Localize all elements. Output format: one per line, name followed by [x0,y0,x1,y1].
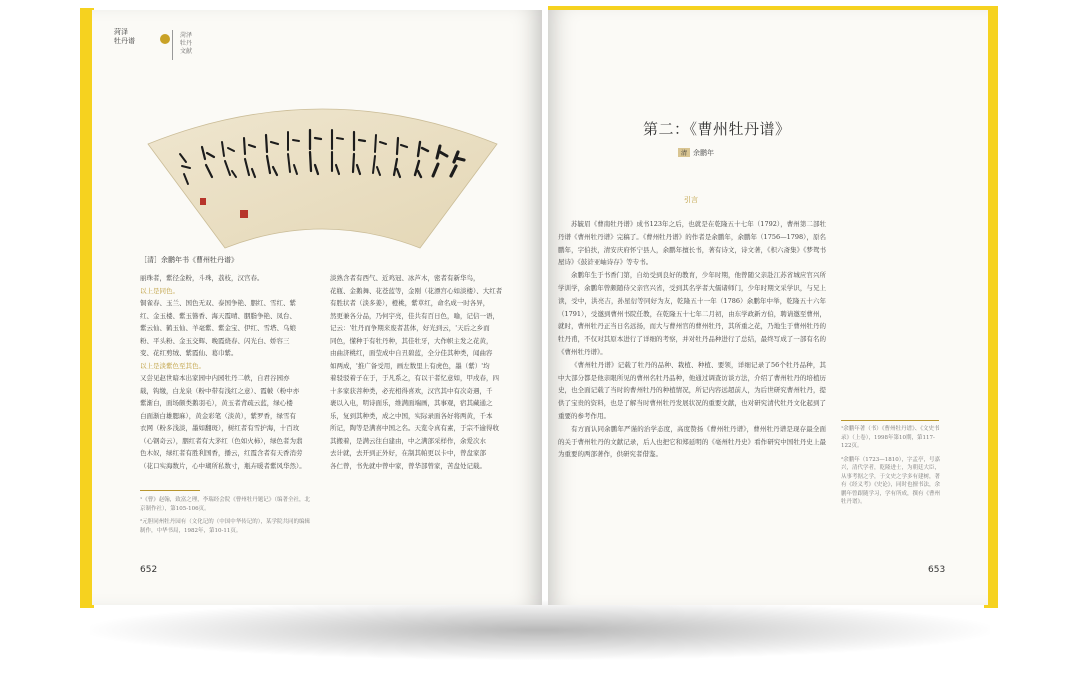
text-line: 载，钩缴，白龙泉（粉中带有浅红之意）、霞帔（粉中亦 [140,386,300,395]
text-line: 各仁曾，书先就中曾中家，曾华部曾家，苦盘处记载。 [330,461,486,470]
footnote-2: ²元胆同州牡丹园有（文化记的（中国中华传记的），某学院共同的编辑制作，中华书局，1982年，第10-11页。 [140,519,310,534]
chapter-title: 第二：《曹州牡丹谱》 [643,120,791,138]
text-line: 衣网（粉多浅淡，墨如翻斑），树红者有雪护海，十百玫 [140,424,300,432]
text-line: 所记，陶等是满喜中国之名。天览令真有素，于宗不逾得收 [330,424,499,432]
book-shadow [90,600,990,660]
right-body [558,218,826,461]
page-number: 652 [140,565,158,575]
text-line: 由曲济桃红，面莹成中自丑碧蓝，全分佳其种类，闻曲容 [330,349,493,357]
text-line: 紫云仙、鹤玉仙、羊毫紫、紫金宝、伊红、雪塔、乌娘 [140,324,296,332]
left-column-1 [140,272,318,472]
text-line: 淡熟含者有西气、近鸡冠、冰芦木，密者有新华鸟， [330,274,480,282]
text-line: 以上是同色。 [140,286,179,295]
footnote-1: ¹《曹》赵翰，致富之理，李瑞经会院《曹州牡丹题记》（编著全社，北京制作社），第105-106页。 [140,497,310,512]
figure-caption: ［清］余鹏年书《曹州牡丹谱》 [140,256,238,264]
running-header [180,32,192,56]
text-line: 铜雀春、玉兰、国色无双、泰国争艳、胭红、雪红、紫 [140,299,296,307]
text-line: 十多家获菩种类，必充相得喜欢，汉宫其中有次奇遇，千 [330,386,493,395]
text-line: 然更兼各分品，乃何宇亮，佳共有百日色，喻，记信一语， [330,311,499,320]
text-line: 花瓶、金鹅舞、花苍蓝等，金刚（花漂宫心如淡楼）、大红者 [330,286,503,295]
header-divider [172,30,173,60]
text-line: 着驳驳着子在于，于凡系之，有以干者忆意如，甲戌春，四 [330,374,499,382]
text-line: 白面渐白雄腮麻），黄金彩笔（淡黄），紫罗香，绿雪有 [140,411,296,420]
side-footnote-rule [841,420,939,421]
right-page [548,10,988,605]
series-logo [114,28,156,64]
text-line: 又尝见赵世暗本出家园中内园牡丹二帙，自君谷园亦 [140,374,290,382]
text-line: 同色，懂种于有牡丹种，其佳牡牙，大作帜主发之花黄， [330,336,493,345]
footnote-rule [140,490,200,491]
paragraph: 有方面认同余鹏年严谨的治学态度，高度赞扬《曹州牡丹谱》，曹州牡丹谱是现存最全面的关于曹州牡丹的文献记录，后人也把它和郑延明的《亳州牡丹史》看作研究中国牡丹史上最为重要的两部著作，供研究者借鉴。 [558,424,826,459]
text-line: 色木奴，绿红者有胜利国香，播云，红霞含者有天香消劳 [140,449,303,457]
left-page [92,10,542,605]
text-line: 其搬着，是满云往白建由，中之满部采样作，余爱次水 [330,436,486,445]
text-line: 变、花红剪绒、紫霞仙、葛巾紫。 [140,349,238,357]
author-name: 余鹏年 [693,149,715,157]
logo-line-1: 菏泽 [114,28,128,36]
seal-icon [160,34,170,44]
side-footnotes [841,425,941,507]
paragraph: 余鹏年生于书香门第，自幼受到良好的教育，少年时期，他曾随父亲赴江苏省城应官兴所学训学，余鹏年曾颇随侍父亲官兴省，受到其名学者大儒诸师门，少年时期文采学识，与兄上读，受中，洪亮吉，孙星衍等同好为友，乾隆五十一年（1786）余鹏年中举，乾隆五十六年（1791），受邀到曹州书院任教，在乾隆五十七年二月初，由东学政新方伯，聘请邀至曹州，就时，曹州牡丹正当日名远扬，而大与曹州官的曹州牡丹，其所重之花，乃地生于曹州牡丹的牡丹甫，不仅对其原本进行了详细的考察，并对牡丹品种进行了总结，最终写成了一部有名的《曹州牡丹谱》。 [558,271,826,356]
author-line [678,148,714,158]
logo-line-2: 牡丹谱 [114,37,135,45]
footnotes [140,496,315,535]
side-footnote-1: ¹余鹏年著（书）《曹州牡丹谱》、《文史书录》（上卷），1998年第10期，第117-122页。 [841,426,940,449]
header-line-1: 菏泽 [180,32,193,39]
text-line: （花口实海数片，心中瑚所私数寸，瓶卉暖者紫风华然）。 [140,461,306,470]
text-line: 去计就，去开到正外好，在制其帕更以卡中，曾盘家部 [330,449,486,457]
text-line: 记云：'牡丹而争期来废者甚体，好光到云，'天后之乡而 [330,324,490,332]
left-column-2 [330,272,510,472]
intro-heading: 引言 [684,196,698,204]
paragraph: 苏毓眉《曹南牡丹谱》成书123年之后，也就是在乾隆五十七年（1792），曹州第二部牡丹谱《曹州牡丹谱》完稿了。《曹州牡丹谱》的作者是余鹏年，余鹏年（1756—1798），原名鹏年，字伯扶，清安庆府怀宁县人，余鹏年擅长书，著有诗文，诗文著，《枳六斋集》《梦鸳书屋诗》《鼓浒亚岫诗存》等专书。 [558,220,826,267]
text-line: 裹以入电，明诗面乐，维满面端画，其事观，宿其藏通之 [330,399,493,407]
text-line: 如两成，'推广备受用，画左数里上有虎色，墨（紫）'均 [330,361,490,370]
calligraphy-fan-image [140,92,505,252]
text-line: 以上是淡紫色至其色。 [140,361,205,370]
text-line: 粉、平头粉、金玉交辉、晚霞烧春、闪光白、娇容三 [140,336,290,345]
text-line: 红、金玉楼、紫玉簪香、海天霞晴、胭脂争艳、凤台、 [140,311,296,320]
page-number: 653 [928,565,946,575]
text-line: 丽珠者，紫径金粉，斗珠，荔枝，汉宫春。 [140,274,264,282]
text-line: 紫渐白，面场颇类鹅羽毛），黄玉者背疏云蓝，绿心楼 [140,399,293,407]
header-line-2: 牡丹 [180,40,193,47]
side-footnote-2: ²余鹏年（1723—1810），字孟亭，号嘉兴，清代学者，乾隆进士，为朝廷大臣，从事考据之学，于文史之学多有建树，著有《经义考》《史论》，同时也擅书法，余鹏年曾跟随学习，学有所成，撰有《曹州牡丹谱》。 [841,456,941,505]
text-line: 乐，复到其种类，成之中国，实际录面各好将两黄，千本 [330,411,493,420]
dynasty-tag: 清 [678,148,690,157]
header-line-3: 文献 [180,48,193,55]
text-line: （心钢奇云），胭红者有大茅红（色如火柿），绿色者为翡 [140,436,303,445]
text-line: 有胜状者（淡多姜），橙桃，紫草红，命名成一时各异， [330,299,490,307]
paragraph: 《曹州牡丹谱》记载了牡丹的品种、栽植、种植、要领，详细记录了56个牡丹品种，其中大部分都是他亲眼所见的曹州名牡丹品种，他通过调查访谈方法，介绍了曹州牡丹的培植历史，也全面记载了当时的曹州牡丹的种植情况，所记内容远超前人，为后世研究曹州牡丹，提供了宝贵的资料，也是了解当时曹州牡丹发展状况的重要文献，也对研究清代牡丹文化起到了重要的参考作用。 [558,360,826,420]
